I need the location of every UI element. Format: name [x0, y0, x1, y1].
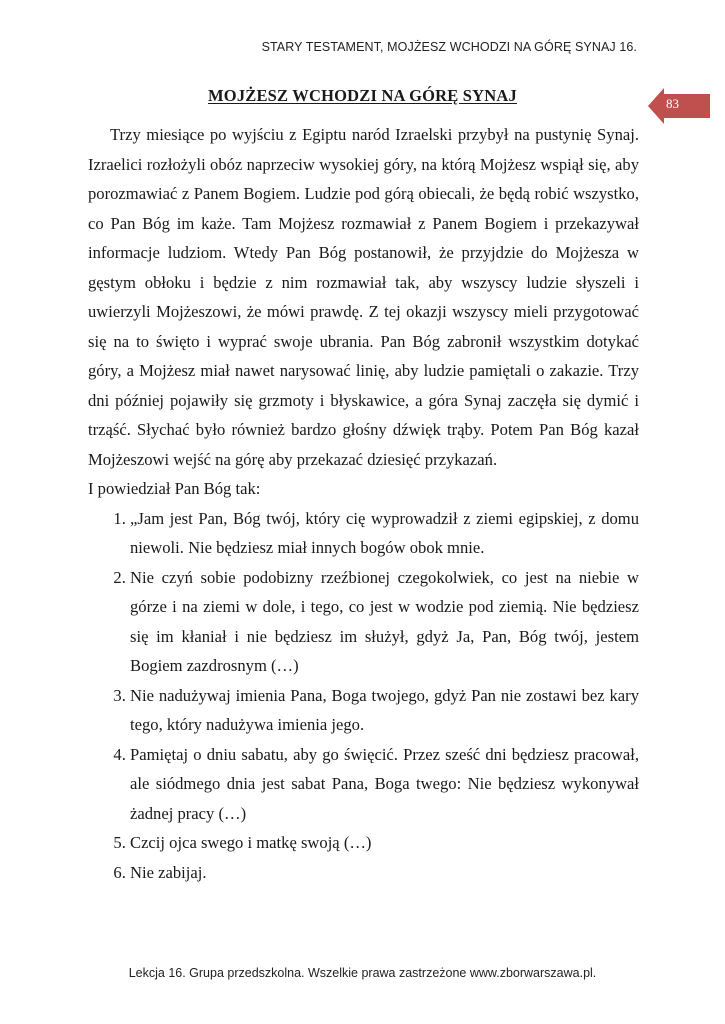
story-paragraph: Trzy miesiące po wyjściu z Egiptu naród Izraelski przybył na pustynię Synaj. Izraelici rozłożyli obóz naprzeciw wysokiej góry, na którą Mojżesz wspiął się, aby porozmawiać z Panem Bogiem. Ludzie pod górą obiecali, że będą robić wszystko, co Pan Bóg im każe. Tam Mojżesz rozmawiał z Panem Bogiem i przekazywał informacje ludziom. Wtedy Pan Bóg postanowił, że przyjdzie do Mojżesza w gęstym obłoku i będzie z nim rozmawiał tak, aby wszyscy ludzie słyszeli i uwierzyli Mojżeszowi, że mówi prawdę. Z tej okazji wszyscy mieli przygotować się na to święto i wyprać swoje ubrania. Pan Bóg zabronił wszystkim dotykać góry, a Mojżesz miał nawet narysować linię, aby ludzie pamiętali o zakazie. Trzy dni później pojawiły się grzmoty i błyskawice, a góra Synaj zaczęła się dymić i trząść. Słychać było również bardzo głośny dźwięk trąby. Potem Pan Bóg kazał Mojżeszowi wejść na górę aby przekazać dziesięć przykazań. — [88, 125, 639, 469]
page-footer: Lekcja 16. Grupa przedszkolna. Wszelkie prawa zastrzeżone www.zborwarszawa.pl. — [128, 966, 597, 980]
list-item: 4. Pamiętaj o dniu sabatu, aby go święcić. Przez sześć dni będziesz pracował, ale siódmego dnia jest sabat Pana, Boga twego: Nie będziesz wykonywał żadnej pracy (…) — [130, 740, 639, 829]
main-text — [88, 120, 639, 887]
page-number: 83 — [666, 96, 679, 111]
page-number-tab — [648, 88, 710, 124]
running-header: STARY TESTAMENT, MOJŻESZ WCHODZI NA GÓRĘ SYNAJ 16. — [261, 40, 637, 54]
list-item: 1. „Jam jest Pan, Bóg twój, który cię wyprowadził z ziemi egipskiej, z domu niewoli. Nie będziesz miał innych bogów obok mnie. — [130, 504, 639, 563]
page-title: MOJŻESZ WCHODZI NA GÓRĘ SYNAJ — [208, 86, 517, 105]
list-item: 2. Nie czyń sobie podobizny rzeźbionej czegokolwiek, co jest na niebie w górze i na ziemi w dole, i tego, co jest w wodzie pod ziemią. Nie będziesz się im kłaniał i nie będziesz im służył, gdyż Ja, Pan, Bóg twój, jestem Bogiem zazdrosnym (…) — [130, 563, 639, 681]
commandments-list — [88, 504, 639, 888]
list-item: 6. Nie zabijaj. — [130, 858, 639, 888]
list-item: 3. Nie nadużywaj imienia Pana, Boga twojego, gdyż Pan nie zostawi bez kary tego, który nadużywa imienia jego. — [130, 681, 639, 740]
list-item: 5. Czcij ojca swego i matkę swoją (…) — [130, 828, 639, 858]
commandments-intro: I powiedział Pan Bóg tak: — [88, 479, 261, 498]
